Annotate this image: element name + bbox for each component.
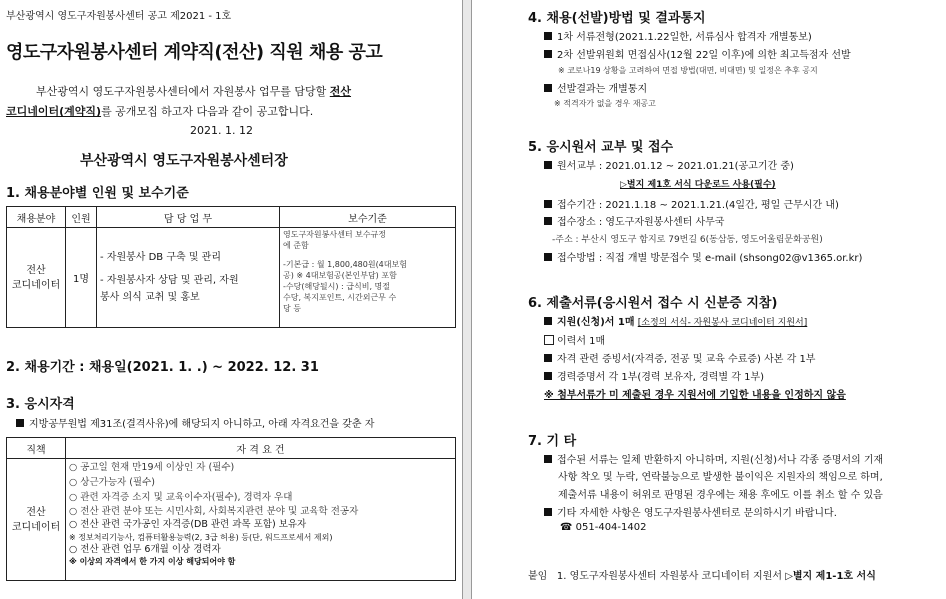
square-bullet-icon [544, 50, 552, 58]
table-header: 담 당 업 무 [97, 207, 280, 228]
section-5-item [544, 196, 839, 211]
section-6-warning: ※ 첨부서류가 미 제출된 경우 지원서에 기입한 내용을 인정하지 않음 [544, 390, 846, 401]
section-5-item [544, 249, 862, 264]
section-6-sub: (응시원서 접수 시 신분증 지참) [596, 296, 778, 311]
square-bullet-icon [544, 317, 552, 325]
table-header: 직책 [7, 438, 66, 459]
section-4-text: 선발결과는 개별통지 [557, 84, 648, 95]
table-cell-requirements [66, 459, 456, 581]
section-3-text: 지방공무원법 제31조(결격사유)에 해당되지 아니하고, 아래 자격요건을 갖춘 자 [29, 419, 375, 430]
page-title: 영도구자원봉사센터 계약직(전산) 직원 채용 공고 [6, 42, 383, 63]
section-3-title: 3. 응시자격 [6, 397, 75, 412]
section-4-item [544, 28, 812, 43]
square-bullet-icon [544, 32, 552, 40]
field-line: 코디네이터 [11, 521, 61, 533]
right-page [472, 0, 946, 599]
section-2-label: 2. 채용기간 : [6, 360, 85, 375]
section-4-item [544, 46, 851, 61]
section-7-text: 기타 자세한 사항은 영도구자원봉사센터로 문의하시기 바랍니다. [557, 508, 837, 519]
field-line: 전산 [26, 264, 46, 276]
intro-highlight: 전산 [329, 85, 352, 98]
checkbox-bullet-icon [544, 335, 554, 345]
field-line: 코디네이터 [11, 279, 61, 291]
requirement-line: ○ 전산 관련 국가공인 자격증(DB 관련 과목 포함) 보유자 [69, 519, 307, 530]
form-download-text: ▷별지 제1호 서식 다운로드 사용(필수) [620, 180, 776, 190]
table-cell-duties [97, 228, 280, 328]
page-divider [462, 0, 472, 599]
intro-line-2 [6, 103, 313, 119]
requirement-line: ○ 공고일 현재 만19세 이상인 자 (필수) [69, 462, 235, 473]
table-cell-count: 1명 [66, 228, 97, 328]
requirement-line: ○ 전산 관련 업무 6개월 이상 경력자 [69, 544, 221, 555]
section-5-item [544, 213, 724, 228]
section-7-text: 접수된 서류는 일체 반환하지 아니하며, 지원(신청)서나 각종 증명서의 기재 [557, 455, 884, 466]
section-6-form-name: [소정의 서식- 자원봉사 코디네이터 지원서] [637, 318, 808, 328]
section-4-note: ※ 코로나19 상황을 고려하여 면접 방법(대면, 비대면) 및 일정은 추후 공지 [558, 66, 818, 75]
pay-line: -기본급 : 월 1,800,480원(4대보험 [283, 260, 407, 269]
section-7-continued: 사항 착오 및 누락, 연락불능으로 발생한 불이익은 지원자의 책임으로 하며, [558, 472, 883, 483]
contact-phone: ☎ 051-404-1402 [560, 522, 647, 533]
square-bullet-icon [16, 419, 24, 427]
square-bullet-icon [544, 161, 552, 169]
table-cell-field [7, 459, 66, 581]
notice-number: 부산광역시 영도구자원봉사센터 공고 제2021 - 1호 [6, 11, 232, 22]
left-page [0, 0, 462, 599]
duty-line: - 자원봉사 DB 구축 및 관리 [100, 252, 222, 263]
section-5-text: 접수기간 : 2021.1.18 ~ 2021.1.21.(4일간, 평일 근무시간 내) [557, 200, 839, 211]
square-bullet-icon [544, 455, 552, 463]
attachment-label: 붙임 [528, 571, 548, 582]
square-bullet-icon [544, 372, 552, 380]
section-6-text: 자격 관련 증빙서(자격증, 전공 및 교육 수료증) 사본 각 1부 [557, 354, 816, 365]
section-5-title: 5. 응시원서 교부 및 접수 [528, 140, 674, 155]
section-5-address: -주소 : 부산시 영도구 함지로 79번길 6(동삼동, 영도어울림문화공원) [552, 235, 823, 245]
section-2-title [6, 356, 319, 375]
section-3-line [16, 415, 374, 430]
section-6-item [544, 332, 605, 347]
table-header: 인원 [66, 207, 97, 228]
requirement-line: ○ 전산 관련 분야 또는 시민사회, 사회복지관련 분야 및 교육학 전공자 [69, 506, 359, 517]
table-header: 보수기준 [280, 207, 456, 228]
issuing-org: 부산광역시 영도구자원봉사센터장 [80, 153, 288, 169]
section-6-item [544, 313, 807, 328]
section-6-item [544, 368, 764, 383]
pay-line: 당 등 [283, 304, 301, 313]
section-5-text: 원서교부 : 2021.01.12 ~ 2021.01.21(공고기간 중) [557, 161, 794, 172]
square-bullet-icon [544, 84, 552, 92]
section-1-title: 1. 채용분야별 인원 및 보수기준 [6, 186, 189, 201]
square-bullet-icon [544, 354, 552, 362]
section-4-title: 4. 채용(선발)방법 및 결과통지 [528, 11, 706, 26]
form-download-note [620, 177, 776, 190]
intro-text-2: 를 공개모집 하고자 다음과 같이 공고합니다. [101, 105, 314, 118]
attachment-text: 1. 영도구자원봉사센터 자원봉사 코디네이터 지원서 [556, 571, 782, 582]
square-bullet-icon [544, 253, 552, 261]
pay-line: 수당, 복지포인트, 시간외근무 수 [283, 293, 397, 302]
notice-date: 2021. 1. 12 [190, 124, 253, 137]
intro-text: 부산광역시 영도구자원봉사센터에서 자원봉사 업무를 담당할 [36, 85, 327, 98]
pay-line: 영도구자원봉사센터 보수규정 [283, 230, 387, 239]
pay-line: -수당(해당될시) : 급식비, 명절 [283, 282, 391, 291]
attachment-line [528, 567, 876, 582]
attachment-form-id: ▷별지 제1-1호 서식 [785, 571, 876, 582]
requirement-line: ○ 상근가능자 (필수) [69, 477, 155, 488]
section-6-label: 6. 제출서류 [528, 296, 597, 311]
section-4-note: ※ 적격자가 없을 경우 재공고 [554, 99, 656, 108]
qualification-table [6, 437, 456, 581]
table-cell-field [7, 228, 66, 328]
section-5-text: 접수방법 : 직접 개별 방문접수 및 e-mail (shsong02@v1365.or.kr) [557, 253, 863, 264]
section-2-value: 채용일(2021. 1. .) ~ 2022. 12. 31 [89, 360, 319, 375]
table-header: 채용분야 [7, 207, 66, 228]
section-7-item [544, 451, 883, 466]
section-7-title: 7. 기 타 [528, 434, 577, 449]
square-bullet-icon [544, 508, 552, 516]
section-4-item [544, 80, 647, 95]
salary-table [6, 206, 456, 328]
field-line: 전산 [26, 506, 46, 518]
pay-line: 에 준함 [283, 241, 309, 250]
section-4-text: 2차 선발위원회 면접심사(12월 22일 이후)에 의한 최고득점자 선발 [557, 50, 851, 61]
section-5-text: 접수장소 : 영도구자원봉사센터 사무국 [557, 217, 725, 228]
requirement-note: ※ 이상의 자격에서 한 가지 이상 해당되어야 함 [69, 557, 236, 566]
duty-line: 봉사 의식 교취 및 홍보 [100, 292, 200, 303]
section-6-text: 지원(신청)서 1매 [557, 317, 635, 328]
section-6-text: 경력증명서 각 1부(경력 보유자, 경력별 각 1부) [557, 372, 764, 383]
section-7-continued: 제출서류 내용이 허위로 판명된 경우에는 채용 후에도 이를 취소 할 수 있음 [558, 490, 883, 501]
section-7-item [544, 504, 837, 519]
intro-highlight-2: 코디네이터(계약직) [6, 105, 102, 118]
square-bullet-icon [544, 200, 552, 208]
section-5-item [544, 157, 794, 172]
section-4-text: 1차 서류전형(2021.1.22일한, 서류심사 합격자 개별통보) [557, 32, 812, 43]
table-header: 자 격 요 건 [66, 438, 456, 459]
table-cell-pay [280, 228, 456, 328]
square-bullet-icon [544, 217, 552, 225]
duty-line: - 자원봉사자 상담 및 관리, 자원 [100, 275, 239, 286]
section-6-text: 이력서 1매 [557, 336, 606, 347]
requirement-note: ※ 정보처리기능사, 컴퓨터활용능력(2, 3급 허용) 등(단, 워드프로세서 제외) [69, 533, 333, 542]
intro-line-1 [36, 83, 351, 99]
requirement-line: ○ 관련 자격증 소지 및 교육이수자(필수), 경력자 우대 [69, 492, 293, 503]
section-6-title [528, 292, 777, 311]
section-6-item [544, 350, 815, 365]
pay-line: 공) ※ 4대보험공(본인부담) 포함 [283, 271, 397, 280]
